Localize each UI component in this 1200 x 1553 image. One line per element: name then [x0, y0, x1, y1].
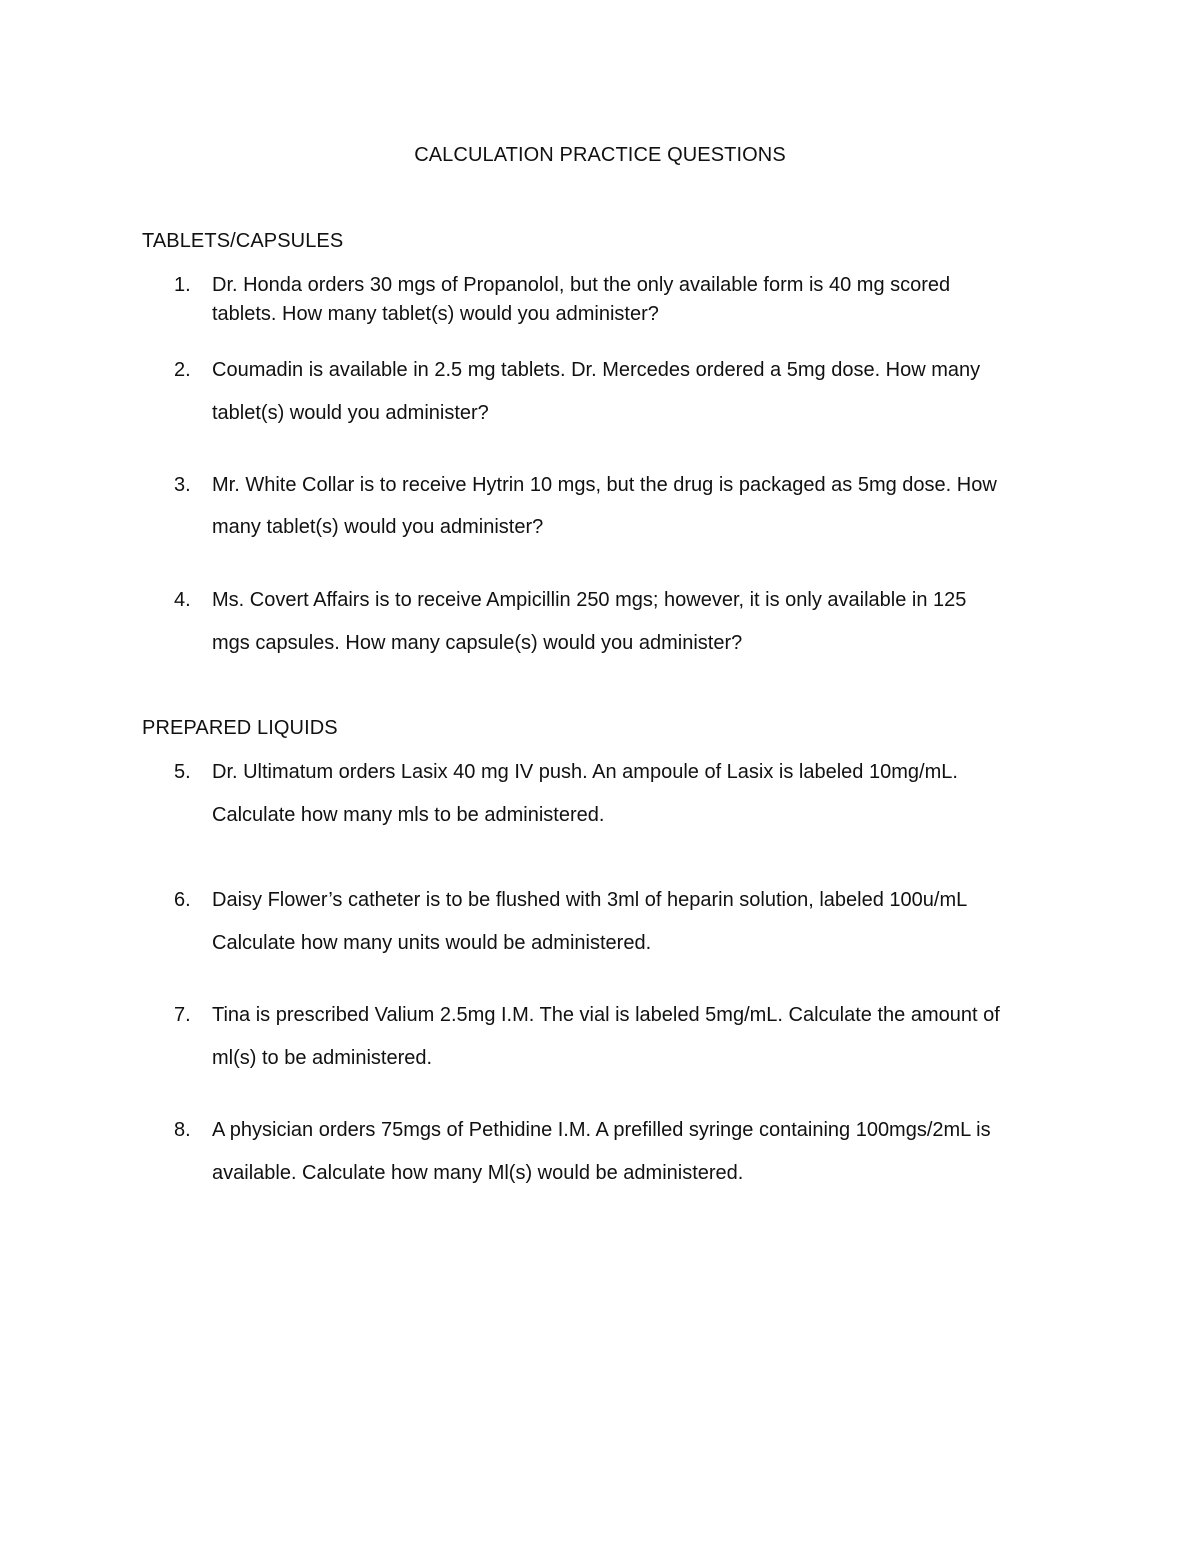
question-number: 6.	[174, 889, 191, 911]
question-text-line: Ms. Covert Affairs is to receive Ampicillin 250 mgs; however, it is only available in 125	[212, 589, 967, 611]
section-heading-tablets-capsules: TABLETS/CAPSULES	[142, 230, 344, 252]
question-text-line: A physician orders 75mgs of Pethidine I.M. A prefilled syringe containing 100mgs/2mL is	[212, 1119, 991, 1141]
question-text-line: mgs capsules. How many capsule(s) would you administer?	[212, 632, 743, 654]
question-text-line: tablet(s) would you administer?	[212, 402, 489, 424]
question-number: 8.	[174, 1119, 191, 1141]
question-text-line: Dr. Honda orders 30 mgs of Propanolol, but the only available form is 40 mg scored	[212, 274, 951, 296]
section-heading-prepared-liquids: PREPARED LIQUIDS	[142, 717, 338, 739]
question-text-line: ml(s) to be administered.	[212, 1047, 433, 1069]
question-text-line: Calculate how many units would be administered.	[212, 932, 652, 954]
question-text-line: Coumadin is available in 2.5 mg tablets. Dr. Mercedes ordered a 5mg dose. How many	[212, 359, 981, 381]
page-title: CALCULATION PRACTICE QUESTIONS	[414, 144, 786, 166]
question-text-line: Tina is prescribed Valium 2.5mg I.M. The vial is labeled 5mg/mL. Calculate the amount of	[212, 1004, 1000, 1026]
question-text-line: tablets. How many tablet(s) would you administer?	[212, 303, 659, 325]
question-number: 2.	[174, 359, 191, 381]
question-text-line: Daisy Flower’s catheter is to be flushed with 3ml of heparin solution, labeled 100u/mL	[212, 889, 968, 911]
question-text-line: Calculate how many mls to be administered.	[212, 804, 605, 826]
question-number: 1.	[174, 274, 191, 296]
question-number: 3.	[174, 474, 191, 496]
question-number: 4.	[174, 589, 191, 611]
question-text-line: Dr. Ultimatum orders Lasix 40 mg IV push. An ampoule of Lasix is labeled 10mg/mL.	[212, 761, 958, 783]
question-text-line: available. Calculate how many Ml(s) would be administered.	[212, 1162, 744, 1184]
question-text-line: many tablet(s) would you administer?	[212, 516, 544, 538]
question-text-line: Mr. White Collar is to receive Hytrin 10 mgs, but the drug is packaged as 5mg dose. How	[212, 474, 997, 496]
question-number: 7.	[174, 1004, 191, 1026]
question-number: 5.	[174, 761, 191, 783]
